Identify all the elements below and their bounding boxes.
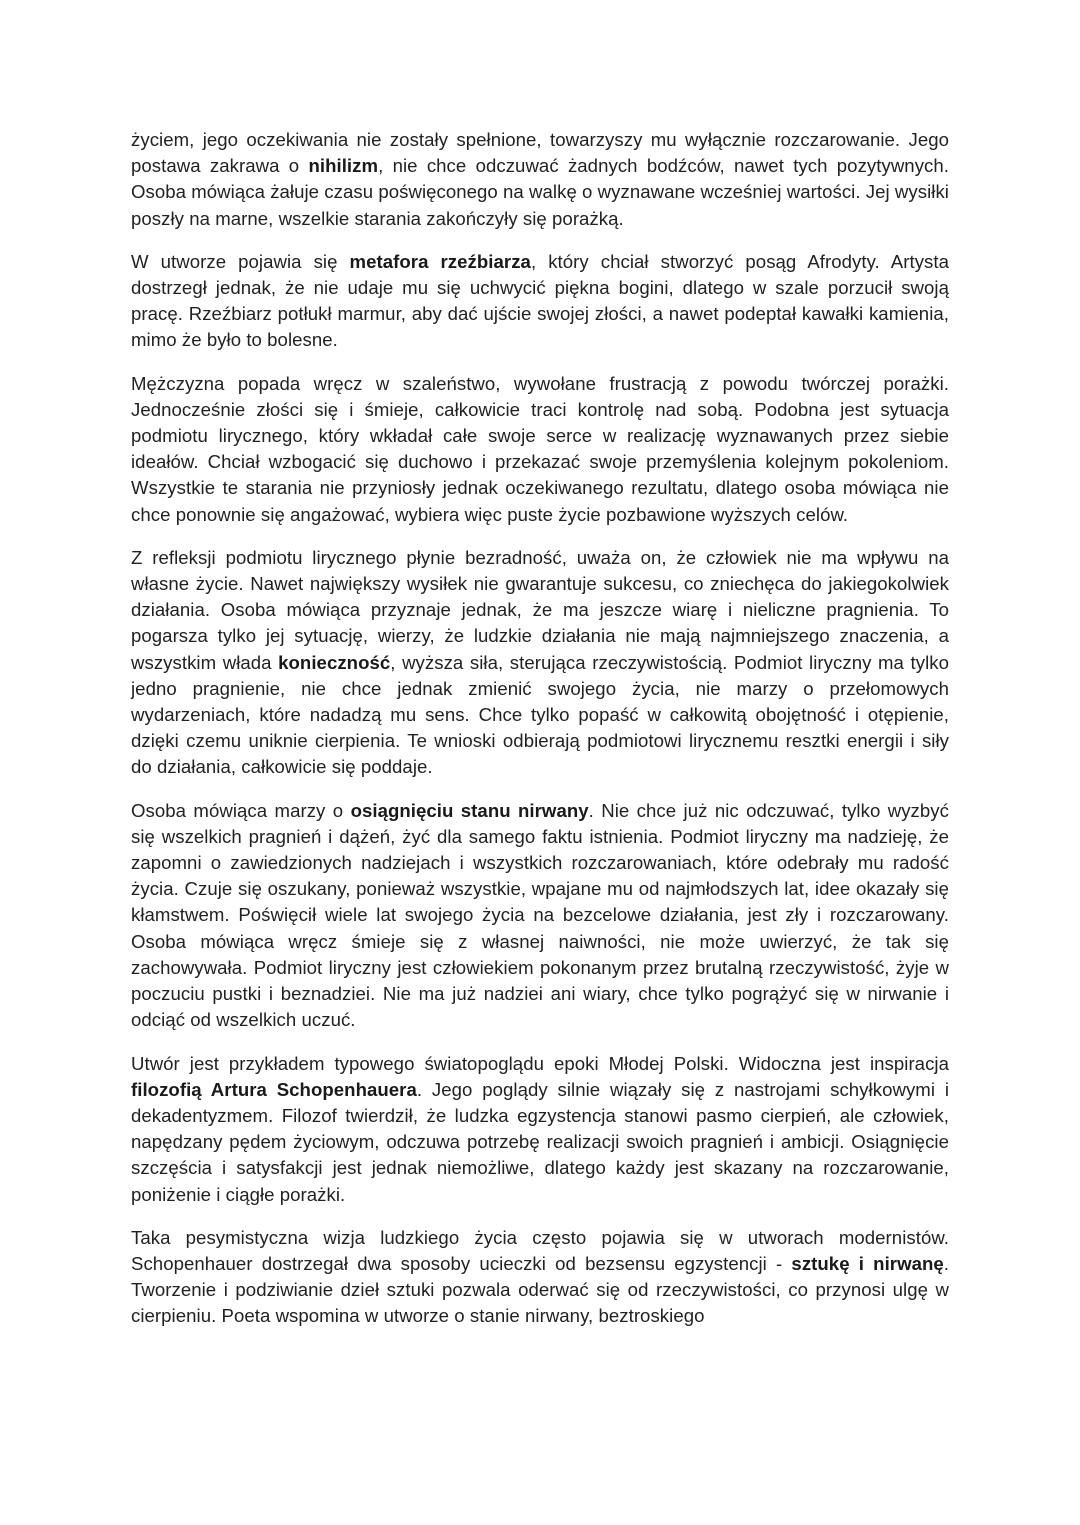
text-run: , wyższa siła, sterująca rzeczywistością. Podmiot liryczny ma tylko jedno pragnienie, nie chce jednak zmienić swojego życia, nie marzy o przełomowych wydarzeniach, które nadadzą mu sens. Chce tylko popaść w całkowitą obojętność i otępienie, dzięki czemu uniknie cierpienia. Te wnioski odbierają podmiotowi lirycznemu resztki energii i siły do działania, całkowicie się poddaje. (131, 651, 949, 778)
text-run: . Jego poglądy silnie wiązały się z nastrojami schyłkowymi i dekadentyzmem. Filozof twierdził, że ludzka egzystencja stanowi pasmo cierpień, ale człowiek, napędzany pędem życiowym, odczuwa potrzebę realizacji swoich pragnień i ambicji. Osiągnięcie szczęścia i satysfakcji jest jednak niemożliwe, dlatego każdy jest skazany na rozczarowanie, poniżenie i ciągłe porażki. (131, 1078, 949, 1205)
paragraph-helplessness (131, 545, 949, 781)
bold-term-koniecznosc: konieczność (278, 651, 391, 673)
bold-term-metafora: metafora rzeźbiarza (349, 250, 531, 272)
text-run: . Nie chce już nic odczuwać, tylko wyzbyć się wszelkich pragnień i dążeń, żyć dla samego faktu istnienia. Podmiot liryczny ma nadzieję, że zapomni o zawiedzionych nadziejach i wszystkich rozczarowaniach, które odebrały mu radość życia. Czuje się oszukany, ponieważ wszystkie, wpajane mu od najmłodszych lat, idee okazały się kłamstwem. Poświęcił wiele lat swojego życia na bezcelowe działania, jest zły i rozczarowany. Osoba mówiąca wręcz śmieje się z własnej naiwności, nie może uwierzyć, że tak się zachowywała. Podmiot liryczny jest człowiekiem pokonanym przez brutalną rzeczywistość, żyje w poczuciu pustki i beznadziei. Nie ma już nadziei ani wiary, chce tylko pogrążyć się w nirwanie i odciąć od wszelkich uczuć. (131, 799, 949, 1031)
bold-term-nihilizm: nihilizm (308, 155, 379, 177)
text-run: Taka pesymistyczna wizja ludzkiego życia często pojawia się w utworach modernistów. Schopenhauer dostrzegał dwa sposoby ucieczki od bezsensu egzystencji - (131, 1226, 949, 1274)
paragraph-sculptor-metaphor (131, 249, 949, 354)
text-run: życiem, jego oczekiwania nie zostały spełnione, towarzyszy mu wyłącznie rozczarowanie. Jego postawa zakrawa o (131, 129, 949, 177)
paragraph-nirvana (131, 798, 949, 1034)
bold-term-schopenhauer: filozofią Artura Schopenhauera (131, 1078, 417, 1100)
text-run: Z refleksji podmiotu lirycznego płynie bezradność, uważa on, że człowiek nie ma wpływu na własne życie. Nawet największy wysiłek nie gwarantuje sukcesu, co zniechęca do jakiegokolwiek działania. Osoba mówiąca przyznaje jednak, że ma jeszcze wiarę i nieliczne pragnienia. To pogarsza tylko jej sytuację, wierzy, że ludzkie działania nie mają najmniejszego znaczenia, a wszystkim włada (131, 546, 949, 673)
document-page (131, 127, 949, 1347)
paragraph-pessimism (131, 1225, 949, 1330)
text-run: Mężczyzna popada wręcz w szaleństwo, wywołane frustracją z powodu twórczej porażki. Jednocześnie złości się i śmieje, całkowicie traci kontrolę nad sobą. Podobna jest sytuacja podmiotu lirycznego, który wkładał całe swoje serce w realizację wyznawanych przez siebie ideałów. Chciał wzbogacić się duchowo i przekazać swoje przemyślenia kolejnym pokoleniom. Wszystkie te starania nie przyniosły jednak oczekiwanego rezultatu, dlatego osoba mówiąca nie chce ponownie się angażować, wybiera więc puste życie pozbawione wyższych celów. (131, 372, 949, 525)
paragraph-madness (131, 371, 949, 528)
text-run: Osoba mówiąca marzy o (131, 799, 351, 821)
text-run: . Tworzenie i podziwianie dzieł sztuki pozwala oderwać się od rzeczywistości, co przynosi ulgę w cierpieniu. Poeta wspomina w utworze o stanie nirwany, beztroskiego (131, 1252, 949, 1327)
paragraph-nihilism (131, 127, 949, 232)
bold-term-sztuka-nirwana: sztukę i nirwanę (791, 1252, 944, 1274)
text-run: W utworze pojawia się (131, 250, 350, 272)
text-run: , nie chce odczuwać żadnych bodźców, nawet tych pozytywnych. Osoba mówiąca żałuje czasu poświęconego na walkę o wyznawane wcześniej wartości. Jej wysiłki poszły na marne, wszelkie starania zakończyły się porażką. (131, 155, 949, 229)
paragraph-schopenhauer (131, 1051, 949, 1208)
text-run: , który chciał stworzyć posąg Afrodyty. Artysta dostrzegł jednak, że nie udaje mu się uchwycić piękna bogini, dlatego w szale porzucił swoją pracę. Rzeźbiarz potłukł marmur, aby dać ujście swojej złości, a nawet podeptał kawałki kamienia, mimo że było to bolesne. (131, 250, 949, 351)
bold-term-nirwana: osiągnięciu stanu nirwany (350, 799, 589, 821)
text-run: Utwór jest przykładem typowego światopoglądu epoki Młodej Polski. Widoczna jest inspiracja (131, 1052, 949, 1074)
